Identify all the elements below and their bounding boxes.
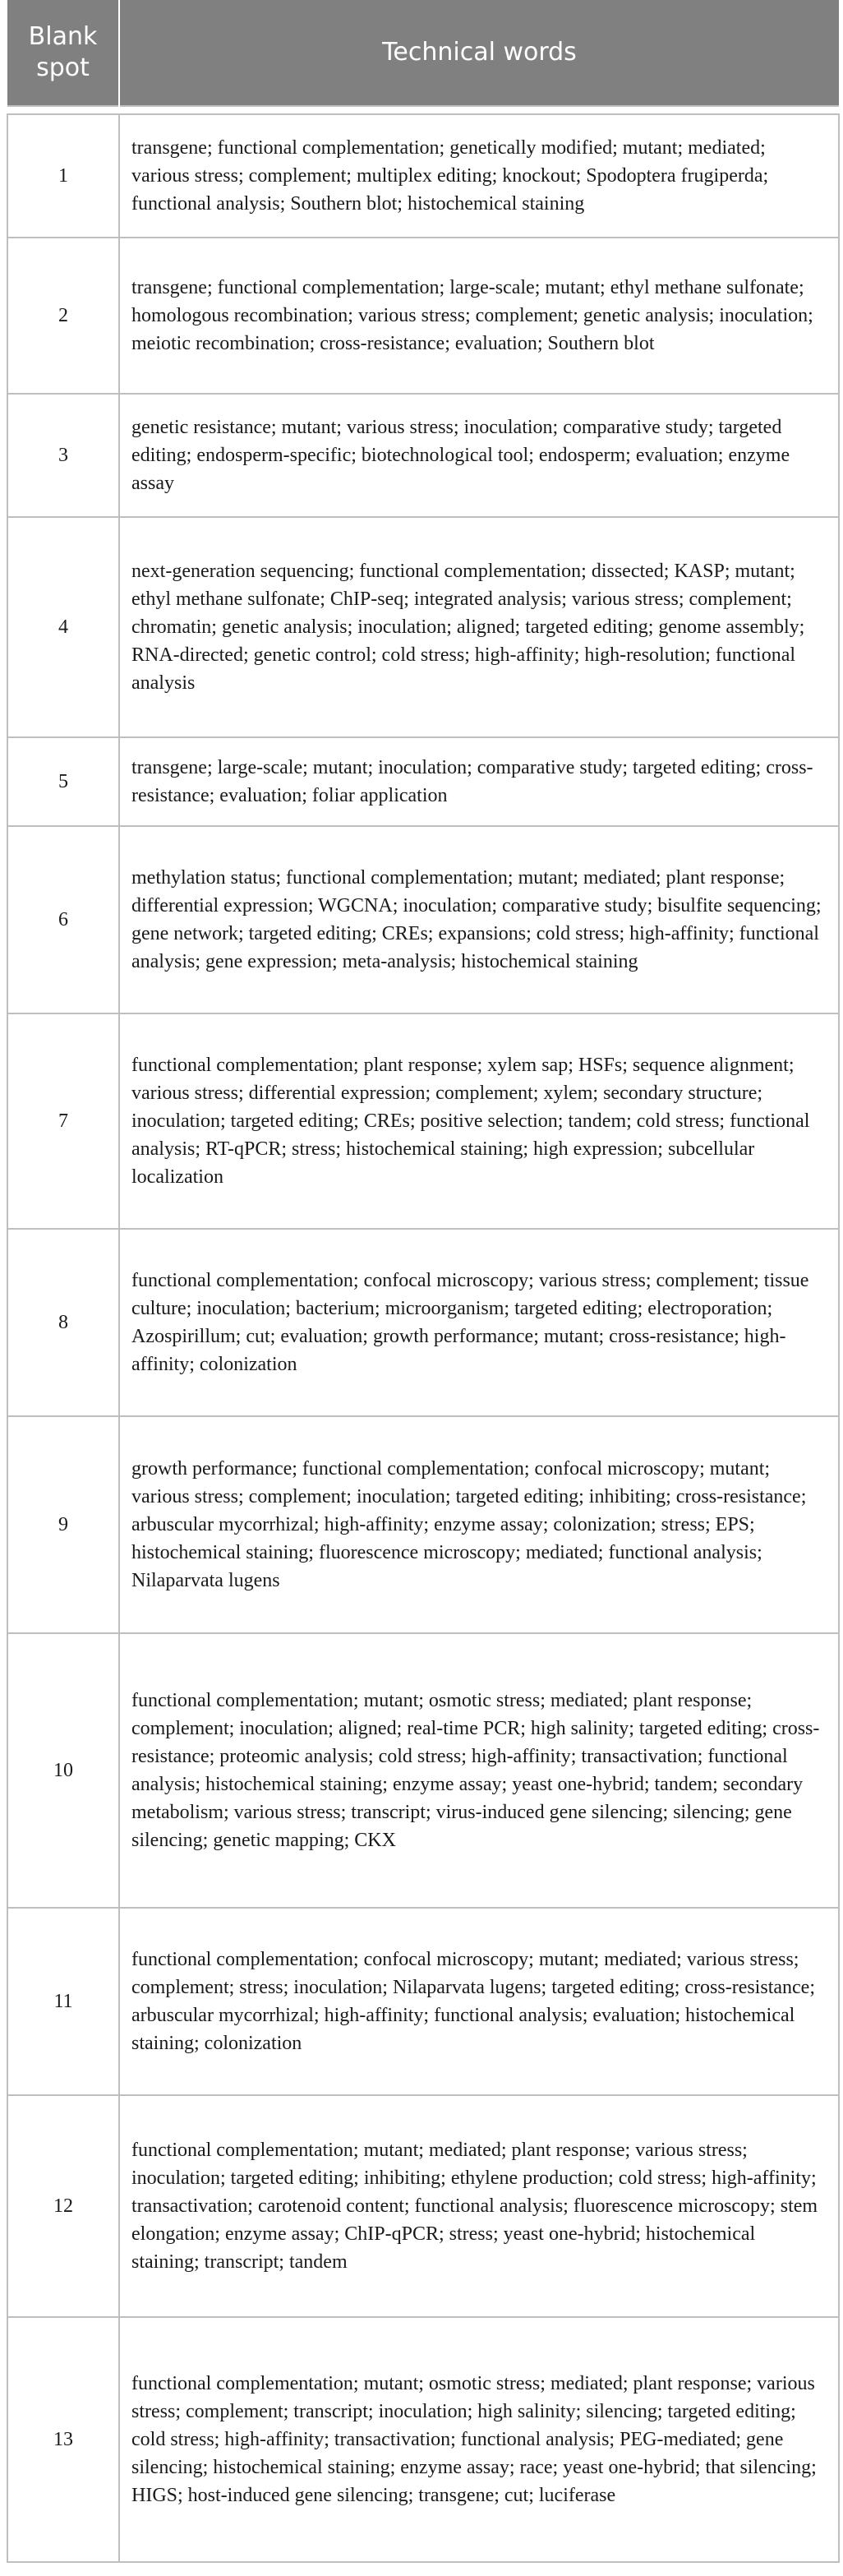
technical-words-cell: next-generation sequencing; functional complementation; dissected; KASP; mutant; ethyl methane sulfonate; ChIP-seq; integrated analysis; various stress; complement; chromatin; genetic analysis; inoculation; aligned; targeted editing; genome assembly; RNA-directed; genetic control; cold stress; high-affinity; high-resolution; functional analysis <box>119 517 839 737</box>
header-blank-spot <box>7 0 119 106</box>
blank-spot-cell: 11 <box>7 1908 119 2095</box>
table-row <box>7 826 839 1013</box>
blank-spot-cell: 8 <box>7 1229 119 1416</box>
technical-words-cell: functional complementation; confocal microscopy; mutant; mediated; various stress; complement; stress; inoculation; Nilaparvata lugens; targeted editing; cross-resistance; arbuscular mycorrhizal; high-affinity; functional analysis; evaluation; histochemical staining; colonization <box>119 1908 839 2095</box>
table-row <box>7 1013 839 1229</box>
header-row <box>7 0 839 106</box>
blank-spot-cell: 4 <box>7 517 119 737</box>
technical-words-cell: transgene; functional complementation; genetically modified; mutant; mediated; various stress; complement; multiplex editing; knockout; Spodoptera frugiperda; functional analysis; Southern blot; histochemical staining <box>119 114 839 238</box>
technical-words-cell: transgene; large-scale; mutant; inoculation; comparative study; targeted editing; cross-resistance; evaluation; foliar application <box>119 737 839 826</box>
table-row <box>7 1633 839 1908</box>
header-technical-words: Technical words <box>119 0 839 106</box>
table-row <box>7 1908 839 2095</box>
blank-spot-cell: 1 <box>7 114 119 238</box>
blank-spot-cell: 13 <box>7 2317 119 2562</box>
blank-spot-cell: 6 <box>7 826 119 1013</box>
table-row <box>7 2317 839 2562</box>
table-row <box>7 1416 839 1633</box>
blank-spot-cell: 2 <box>7 238 119 394</box>
technical-words-cell: functional complementation; confocal microscopy; various stress; complement; tissue culture; inoculation; bacterium; microorganism; targeted editing; electroporation; Azospirillum; cut; evaluation; growth performance; mutant; cross-resistance; high-affinity; colonization <box>119 1229 839 1416</box>
table-row <box>7 517 839 737</box>
technical-words-cell: transgene; functional complementation; large-scale; mutant; ethyl methane sulfonate; homologous recombination; various stress; complement; genetic analysis; inoculation; meiotic recombination; cross-resistance; evaluation; Southern blot <box>119 238 839 394</box>
blank-spot-cell: 12 <box>7 2095 119 2317</box>
header-gap-row <box>7 106 839 114</box>
header-blank-spot-line2: spot <box>36 53 90 82</box>
blank-spot-cell: 9 <box>7 1416 119 1633</box>
blank-spot-cell: 3 <box>7 394 119 517</box>
table-body <box>7 106 839 2562</box>
technical-words-cell: functional complementation; plant response; xylem sap; HSFs; sequence alignment; various stress; differential expression; complement; xylem; secondary structure; inoculation; targeted editing; CREs; positive selection; tandem; cold stress; functional analysis; RT-qPCR; stress; histochemical staining; high expression; subcellular localization <box>119 1013 839 1229</box>
header-gap-cell <box>7 106 839 114</box>
technical-words-cell: functional complementation; mutant; osmotic stress; mediated; plant response; complement; inoculation; aligned; real-time PCR; high salinity; targeted editing; cross-resistance; proteomic analysis; cold stress; high-affinity; transactivation; functional analysis; histochemical staining; enzyme assay; yeast one-hybrid; tandem; secondary metabolism; various stress; transcript; virus-induced gene silencing; silencing; gene silencing; genetic mapping; CKX <box>119 1633 839 1908</box>
blank-spot-cell: 7 <box>7 1013 119 1229</box>
technical-words-cell: functional complementation; mutant; mediated; plant response; various stress; inoculation; targeted editing; inhibiting; ethylene production; cold stress; high-affinity; transactivation; carotenoid content; functional analysis; fluorescence microscopy; stem elongation; enzyme assay; ChIP-qPCR; stress; yeast one-hybrid; histochemical staining; transcript; tandem <box>119 2095 839 2317</box>
technical-words-cell: functional complementation; mutant; osmotic stress; mediated; plant response; various stress; complement; transcript; inoculation; high salinity; silencing; targeted editing; cold stress; high-affinity; transactivation; functional analysis; PEG-mediated; gene silencing; histochemical staining; enzyme assay; race; yeast one-hybrid; that silencing; HIGS; host-induced gene silencing; transgene; cut; luciferase <box>119 2317 839 2562</box>
table-header <box>7 0 839 106</box>
header-blank-spot-line1: Blank <box>28 22 98 51</box>
table-row <box>7 2095 839 2317</box>
technical-words-cell: genetic resistance; mutant; various stress; inoculation; comparative study; targeted editing; endosperm-specific; biotechnological tool; endosperm; evaluation; enzyme assay <box>119 394 839 517</box>
blank-spot-cell: 10 <box>7 1633 119 1908</box>
table-row <box>7 238 839 394</box>
technical-words-cell: methylation status; functional complementation; mutant; mediated; plant response; differential expression; WGCNA; inoculation; comparative study; bisulfite sequencing; gene network; targeted editing; CREs; expansions; cold stress; high-affinity; functional analysis; gene expression; meta-analysis; histochemical staining <box>119 826 839 1013</box>
table-row <box>7 737 839 826</box>
table-row <box>7 114 839 238</box>
table-row <box>7 394 839 517</box>
technical-words-table-container <box>7 0 838 2563</box>
table-row <box>7 1229 839 1416</box>
technical-words-cell: growth performance; functional complementation; confocal microscopy; mutant; various stress; complement; inoculation; targeted editing; inhibiting; cross-resistance; arbuscular mycorrhizal; high-affinity; enzyme assay; colonization; stress; EPS; histochemical staining; fluorescence microscopy; mediated; functional analysis; Nilaparvata lugens <box>119 1416 839 1633</box>
technical-words-table <box>7 0 840 2563</box>
blank-spot-cell: 5 <box>7 737 119 826</box>
